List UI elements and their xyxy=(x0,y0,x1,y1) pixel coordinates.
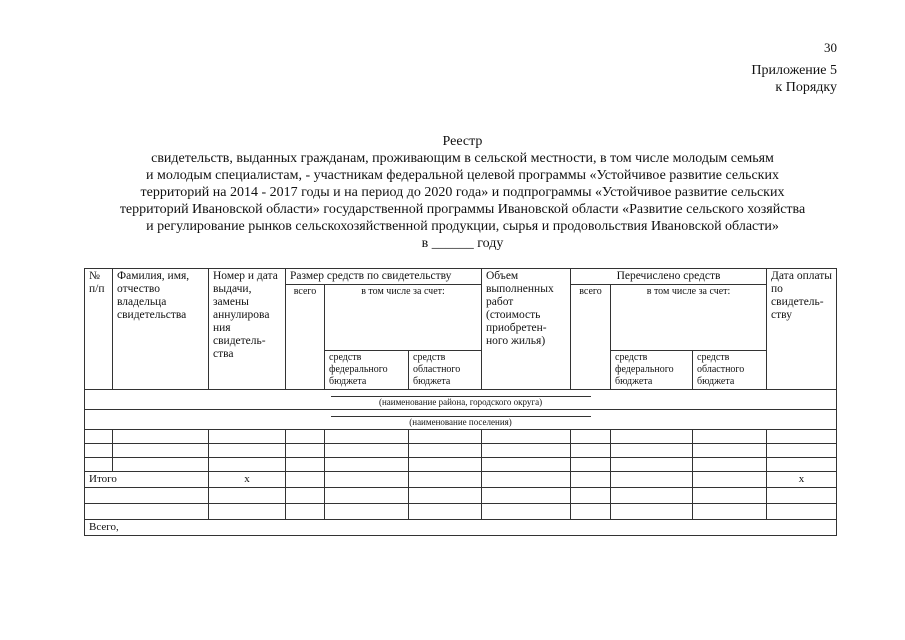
district-row xyxy=(85,390,837,410)
itogo-row xyxy=(85,472,837,488)
registry-table xyxy=(84,268,837,536)
itogo-cert-mark: х xyxy=(209,472,286,488)
title-line-3: территорий на 2014 - 2017 годы и на период до 2020 года» и подпрограммы «Устойчивое развитие сельских xyxy=(140,185,785,200)
title-heading: Реестр xyxy=(442,134,483,149)
header-row-1 xyxy=(85,269,837,285)
document-title xyxy=(50,133,875,252)
header-transferred-total: всего xyxy=(571,285,611,390)
table-row xyxy=(85,488,837,504)
title-line-4: территорий Ивановской области» государственной программы Ивановской области «Развитие сельского хозяйства xyxy=(119,202,806,217)
title-line-1: свидетельств, выданных гражданам, проживающим в сельской местности, в том числе молодым семьям xyxy=(151,151,774,166)
settlement-caption: (наименование поселения) xyxy=(409,417,512,427)
table-row xyxy=(85,458,837,472)
header-amount-total: всего xyxy=(286,285,325,390)
appendix-reference xyxy=(751,62,837,96)
header-name: Фамилия, имя, отчество владельца свидетельства xyxy=(113,269,209,390)
header-amount-fed: средств федерального бюджета xyxy=(325,351,409,390)
title-line-2: и молодым специалистам, - участникам федеральной целевой программы «Устойчивое развитие сельских xyxy=(146,168,779,183)
vsego-label: Всего, xyxy=(85,520,837,536)
header-transferred-incl: в том числе за счет: xyxy=(611,285,767,351)
header-pay-date: Дата оплаты по свидетель-ству xyxy=(767,269,837,390)
table-row xyxy=(85,504,837,520)
table-row xyxy=(85,444,837,458)
header-transferred: Перечислено средств xyxy=(571,269,767,285)
header-amount-reg: средств областного бюджета xyxy=(409,351,482,390)
title-year-line: в ______ году xyxy=(421,236,504,251)
header-amount-incl: в том числе за счет: xyxy=(325,285,482,351)
district-caption: (наименование района, городского округа) xyxy=(378,397,543,407)
header-transferred-fed: средств федерального бюджета xyxy=(611,351,693,390)
page-number: 30 xyxy=(824,40,837,55)
title-line-5: и регулирование рынков сельскохозяйственной продукции, сырья и продовольствия Ивановской области» xyxy=(146,219,779,234)
settlement-row xyxy=(85,410,837,430)
header-certificate: Номер и дата выдачи, замены аннулирова ния свидетель-ства xyxy=(209,269,286,390)
appendix-line-1: Приложение 5 xyxy=(751,63,837,78)
itogo-date-mark: х xyxy=(767,472,837,488)
appendix-line-2: к Порядку xyxy=(775,80,837,95)
table-row xyxy=(85,430,837,444)
header-num: № п/п xyxy=(85,269,113,390)
header-transferred-reg: средств областного бюджета xyxy=(693,351,767,390)
itogo-label: Итого xyxy=(85,472,209,488)
vsego-row xyxy=(85,520,837,536)
header-amount: Размер средств по свидетельству xyxy=(286,269,482,285)
header-volume: Объем выполненных работ (стоимость приобретен-ного жилья) xyxy=(482,269,571,390)
